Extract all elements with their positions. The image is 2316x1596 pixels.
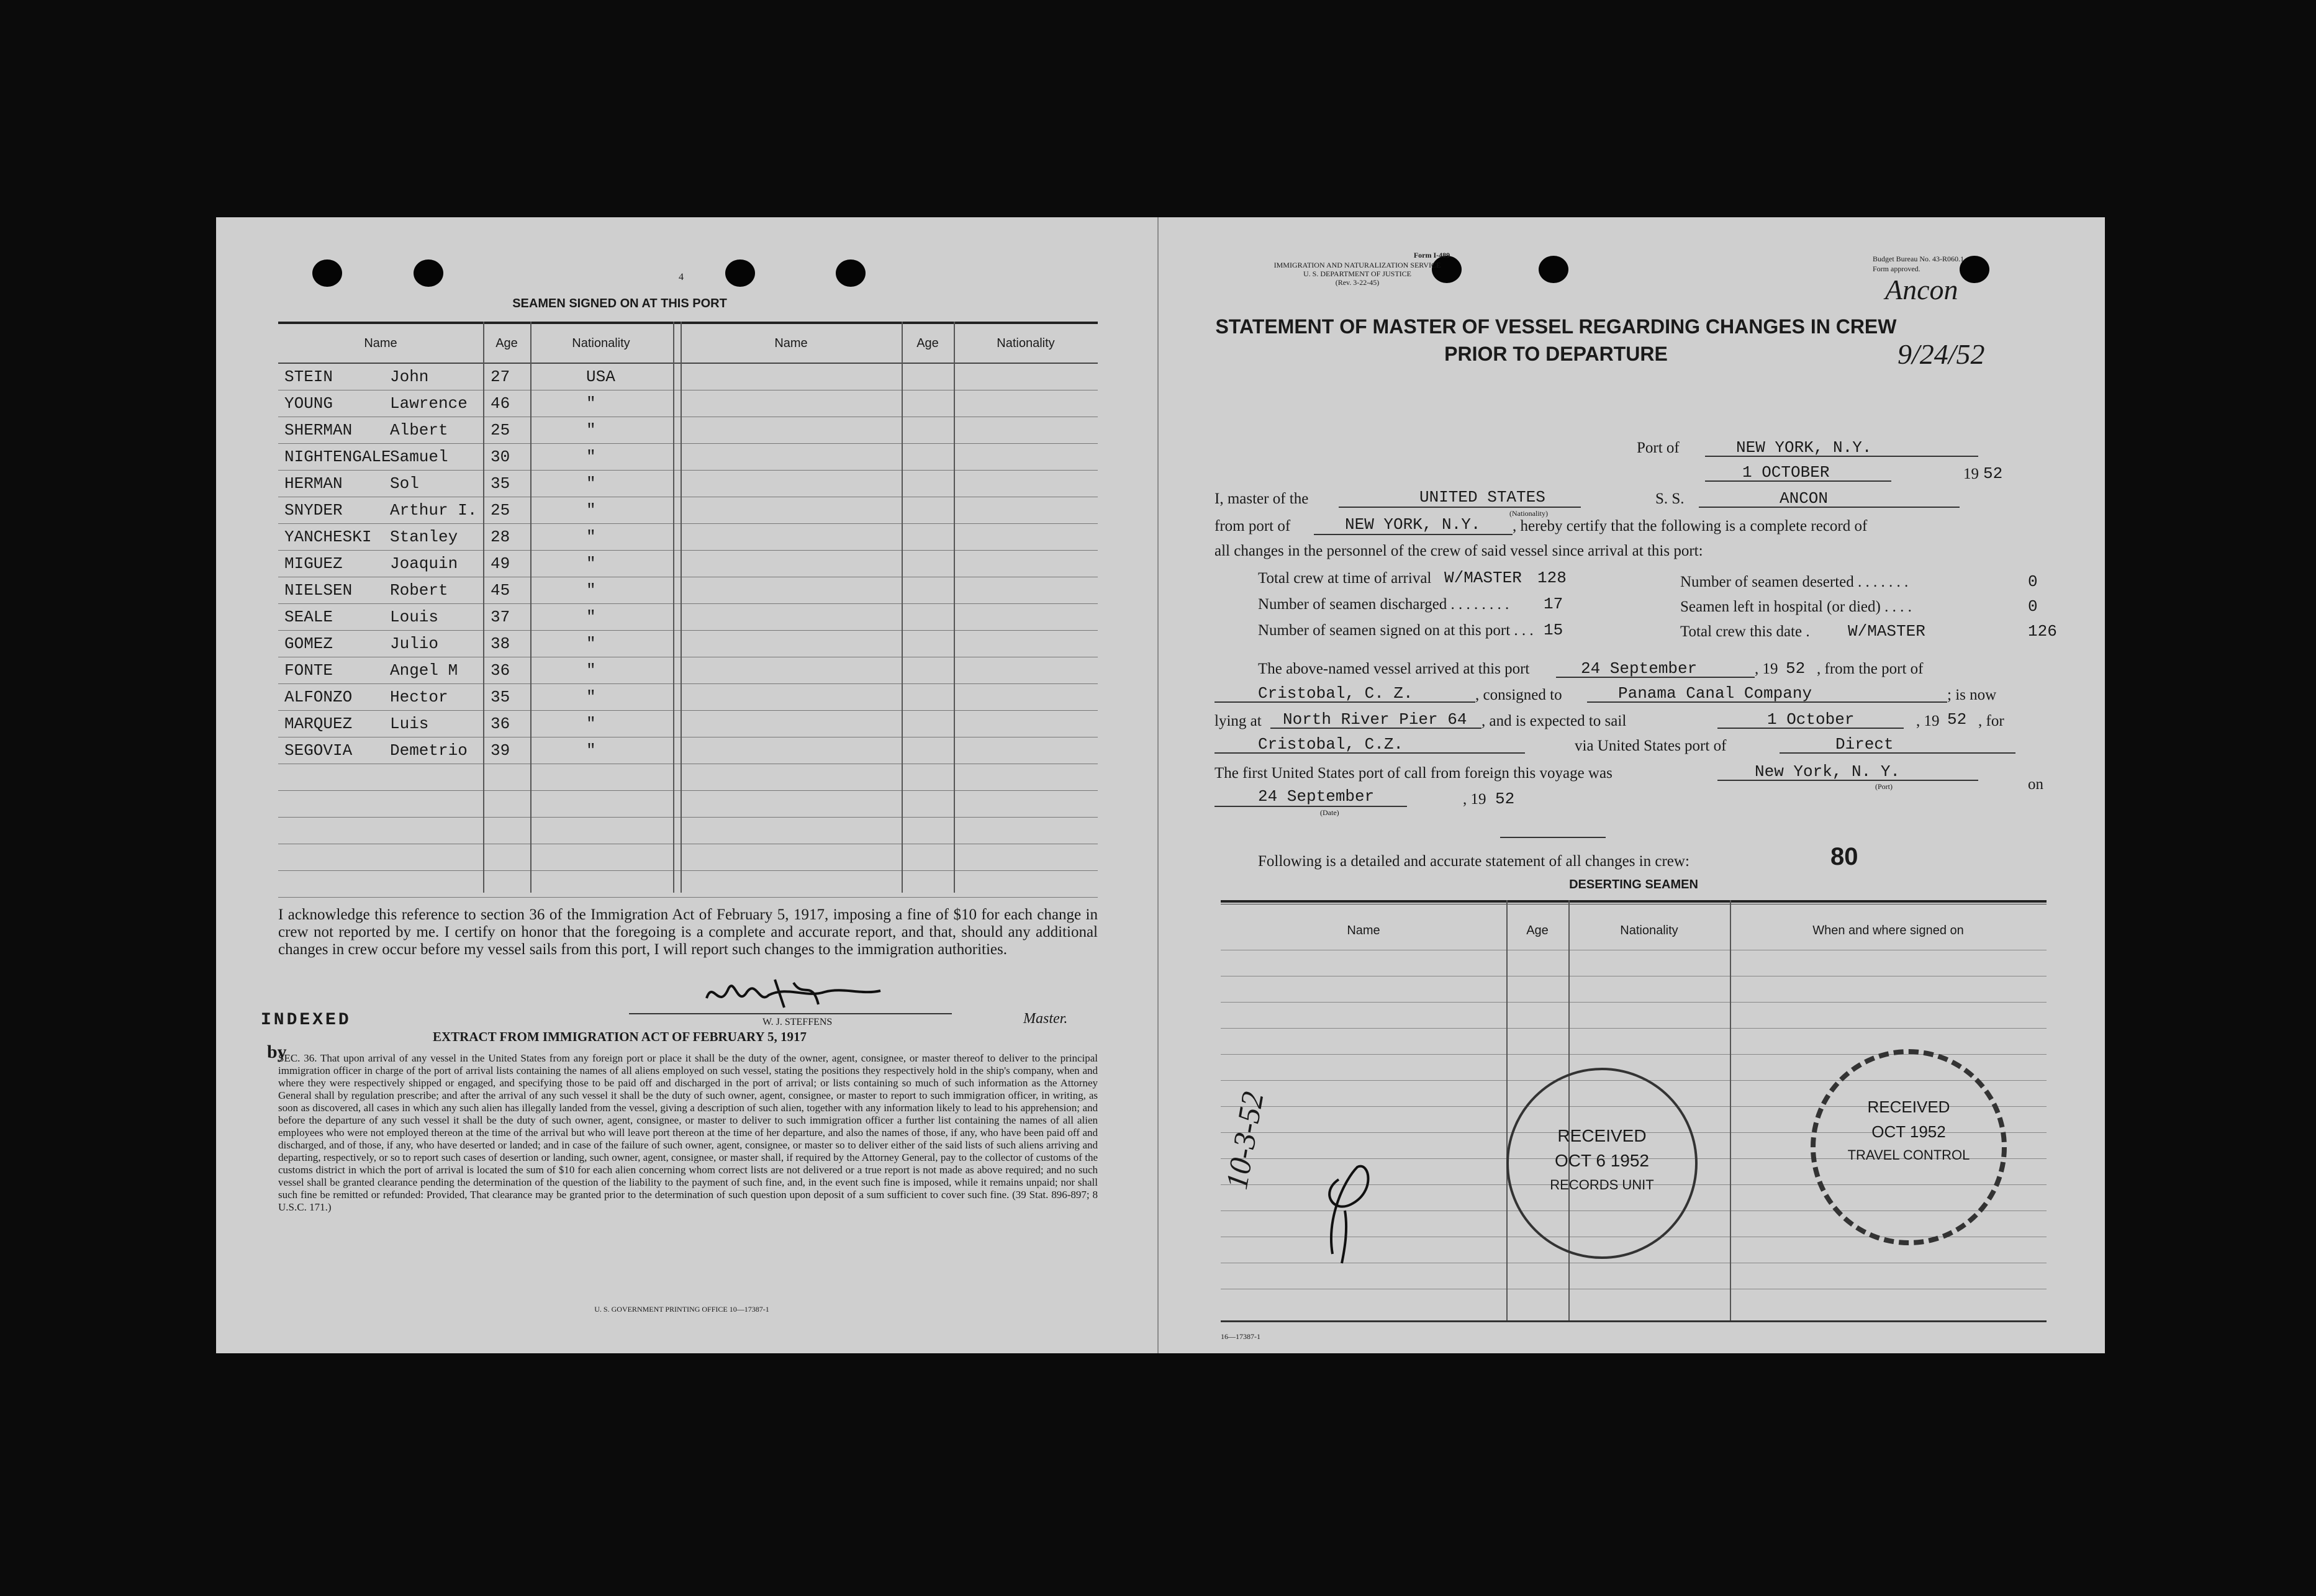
extract-title: EXTRACT FROM IMMIGRATION ACT OF FEBRUARY 5, 1917 [432,1029,807,1044]
total-crew-arrival-value: 128 [1537,569,1567,587]
seaman-surname: YOUNG [284,394,333,413]
port-of-value: NEW YORK, N.Y. [1736,438,1872,457]
for-label: , for [1978,713,2004,729]
column-header: Name [364,336,397,350]
seaman-nationality: " [586,634,596,653]
seaman-age: 46 [491,394,510,413]
seaman-given-name: Angel M [390,661,458,680]
punch-hole [836,259,866,287]
master-of-label: I, master of the [1215,490,1309,507]
seaman-given-name: Julio [390,634,439,653]
signature-role: Master. [1023,1011,1068,1027]
table-row [278,364,1098,390]
seaman-age: 36 [491,661,510,680]
seaman-age: 38 [491,634,510,653]
hospital-value: 0 [2028,597,2038,616]
port-caption: (Port) [1875,782,1893,791]
deserted-value: 0 [2028,572,2038,591]
via-port: Direct [1835,735,1894,754]
seaman-age: 25 [491,421,510,440]
column-header: Name [1347,924,1380,937]
signed-on-label: Number of seamen signed on at this port . . . [1258,622,1534,639]
column-header: Nationality [997,336,1055,350]
deserted-label: Number of seamen deserted . . . . . . . [1680,574,1909,590]
seaman-given-name: Hector [390,688,448,706]
table-row [278,577,1098,604]
total-crew-date-label: Total crew this date . [1680,623,1810,640]
seaman-surname: ALFONZO [284,688,353,706]
seaman-nationality: " [586,661,596,680]
seaman-age: 37 [491,608,510,626]
date-caption: (Date) [1320,808,1339,817]
ship-name: ANCON [1780,489,1829,508]
first-port-year: 52 [1495,790,1515,808]
table-row [278,844,1098,871]
seaman-age: 28 [491,528,510,546]
received-stamp-records [1506,1068,1698,1259]
stamp-received: RECEIVED [1557,1126,1647,1145]
total-crew-arrival-label: Total crew at time of arrival [1258,570,1432,587]
arrived-label: The above-named vessel arrived at this port [1258,660,1530,677]
page-number: 4 [679,272,684,282]
handwritten-vessel: Ancon [1885,274,1958,305]
seaman-nationality: " [586,448,596,466]
seaman-nationality: USA [586,367,615,386]
table-row [278,390,1098,417]
seaman-nationality: " [586,501,596,520]
table-row [278,791,1098,818]
column-header: Age [916,336,939,350]
stamp-received: RECEIVED [1867,1098,1950,1116]
punch-hole [312,259,342,287]
seaman-nationality: " [586,688,596,706]
form-title-line1: STATEMENT OF MASTER OF VESSEL REGARDING CHANGES IN CREW [1215,315,1897,338]
seaman-age: 49 [491,554,510,573]
stamp-unit: TRAVEL CONTROL [1847,1147,1970,1163]
discharged-label: Number of seamen discharged . . . . . . . . [1258,596,1509,613]
table-row [278,444,1098,471]
seaman-age: 27 [491,367,510,386]
table-row [278,818,1098,844]
seaman-given-name: Luis [390,715,429,733]
seaman-surname: HERMAN [284,474,343,493]
seaman-given-name: Louis [390,608,439,626]
seaman-surname: SEALE [284,608,333,626]
column-header: When and where signed on [1812,924,1964,937]
table-row [278,497,1098,524]
certify-text2: all changes in the personnel of the crew of said vessel since arrival at this port: [1215,543,1703,559]
following-label: Following is a detailed and accurate statement of all changes in crew: [1258,853,1690,870]
seaman-given-name: Arthur I. [390,501,477,520]
column-header: Age [495,336,518,350]
via-label: via United States port of [1575,737,1727,754]
seaman-given-name: Joaquin [390,554,458,573]
seaman-surname: MIGUEZ [284,554,343,573]
signature-name: W. J. STEFFENS [762,1017,833,1027]
changes-count: 80 [1830,843,1858,870]
lying-at: North River Pier 64 [1283,710,1467,729]
table-row [278,551,1098,577]
signed-on-value: 15 [1544,621,1563,639]
table-row [278,471,1098,497]
total-crew-date-note: W/MASTER [1848,622,1925,641]
first-port-date: 24 September [1258,787,1375,806]
revision: (Rev. 3-22-45) [1335,278,1380,287]
from-port2: Cristobal, C. Z. [1258,684,1413,703]
budget-line: Budget Bureau No. 43-R060.1. [1873,255,1966,263]
seaman-given-name: Samuel [390,448,448,466]
seaman-nationality: " [586,421,596,440]
seaman-given-name: Sol [390,474,419,493]
stamp-date: OCT 6 1952 [1554,1151,1650,1170]
consignee: Panama Canal Company [1618,684,1812,703]
seaman-given-name: Demetrio [390,741,468,760]
handwritten-note: 10-3-52 [1218,1089,1270,1192]
seaman-age: 36 [491,715,510,733]
seaman-age: 39 [491,741,510,760]
lying-at-label: lying at [1215,713,1262,729]
seaman-nationality: " [586,608,596,626]
total-crew-arrival-note: W/MASTER [1444,569,1522,587]
seaman-nationality: " [586,528,596,546]
date-value: 1 OCTOBER [1742,463,1830,482]
total-crew-date-value: 126 [2028,622,2057,641]
seaman-surname: STEIN [284,367,333,386]
handwritten-initials [1308,1155,1382,1266]
is-now-label: ; is now [1947,687,1997,703]
seaman-nationality: " [586,715,596,733]
sail-date: 1 October [1767,710,1855,729]
agency-line1: IMMIGRATION AND NATURALIZATION SERVICE [1273,261,1441,269]
seaman-nationality: " [586,394,596,413]
table-row [278,711,1098,737]
stamp-unit: RECORDS UNIT [1550,1177,1654,1192]
from-port-of-label: , from the port of [1817,660,1924,677]
form-title-line2: PRIOR TO DEPARTURE [1444,343,1668,365]
year-value: 52 [1983,464,2003,483]
expected-label: , and is expected to sail [1481,713,1627,729]
hospital-label: Seamen left in hospital (or died) . . . . [1680,598,1912,615]
handwritten-date: 9/24/52 [1898,338,1985,370]
consigned-label: , consigned to [1475,687,1562,703]
received-stamp-travel [1811,1049,2007,1245]
discharged-value: 17 [1544,595,1563,613]
form-approved: Form approved. [1873,264,1920,273]
table-row [278,684,1098,711]
seaman-age: 30 [491,448,510,466]
table-row [278,631,1098,657]
punch-hole [725,259,755,287]
table-header [278,322,1098,364]
on-label: on [2028,776,2043,793]
arrived-year: 52 [1786,659,1806,678]
table-row [278,737,1098,764]
sail-year: 52 [1947,710,1967,729]
table-row [278,871,1098,898]
column-header: Nationality [1620,924,1678,937]
first-port-label: The first United States port of call from foreign this voyage was [1215,765,1613,782]
destination: Cristobal, C.Z. [1258,735,1404,754]
seaman-surname: SNYDER [284,501,343,520]
seaman-given-name: Albert [390,421,448,440]
seamen-table [278,322,1098,898]
from-port-value: NEW YORK, N.Y. [1345,515,1481,534]
seaman-nationality: " [586,581,596,600]
seaman-given-name: Stanley [390,528,458,546]
table-row [278,417,1098,444]
seaman-surname: YANCHESKI [284,528,372,546]
column-header: Nationality [572,336,630,350]
ss-label: S. S. [1655,490,1685,507]
section-title: SEAMEN SIGNED ON AT THIS PORT [512,297,727,310]
agency-line2: U. S. DEPARTMENT OF JUSTICE [1303,269,1411,278]
right-page: Form I-489 IMMIGRATION AND NATURALIZATION SERVICE U. S. DEPARTMENT OF JUSTICE (Rev. 3-22-45) Budget Bureau No. 43-R060.1. Form approved. Ancon 9/24/52 STATEMENT OF MASTER OF VESSEL REGARDING CHANGES IN CREW PRIOR TO DEPARTURE Port of NEW YORK, N.Y. 1 OCTOBER 19 52 I, master of the UNITED STATES (Nationality) S. S. ANCON from port of NEW YORK, N.Y. , hereby certify that the following is a complete record of all changes in the personnel of the crew of said vessel since arrival at this port: Total crew at time of arrival W/MASTER 128 Number of seamen discharged . . . . . . . . 17 Number of seamen signed on at this port . . . 15 Number of seamen deserted . . . . . . . 0 Seamen left in hospital (or died) . . . . 0 Total crew this date . W/MASTER 126 The above-named vessel arrived at this port 24 September , 19 52 , from the port of Cristobal, C. Z. , consigned to Panama Canal Company ; is now lying at North River Pier 64 , and is expected to sail 1 October , 19 52 , for Cristobal, C.Z. via United States port of Direct The first United States port of call from foreign this voyage was New York, N. Y. (Port) on 24 September (Date) , 19 52 Following is a detailed and accurate statement of all changes in crew: 80 DESERTING SEAMEN Name Age Nationality When and where signed on RECEIVED OCT 6 1952 RECORDS UNIT RECEIVED OCT 1952 TRAVEL CONTROL 10-3-52 16—17387-1 [1159,217,2105,1353]
indexed-by: by [267,1042,287,1062]
column-header: Age [1526,924,1549,937]
deserting-title: DESERTING SEAMEN [1569,878,1698,891]
extract-text: SEC. 36. That upon arrival of any vessel in the United States from any foreign port or place it shall be the duty of the owner, agent, consignee, or master thereof to deliver to the principal immigration officer in charge of the port of arrival lists containing the names of all aliens employed on such vessel, stating the positions they respectively hold in the ship's company, when and where they were respectively shipped or engaged, and specifying those to be paid off and discharged in the port of arrival; or lists containing so much of such information as the Attorney General shall by regulation prescribe; and after the arrival of any such vessel it shall be the duty of such owner, agent, consignee, or master to report to such immigration officer, in writing, as soon as discovered, all cases in which any such alien has illegally landed from the vessel, giving a description of such alien, together with any information likely to lead to his apprehension; and before the departure of any such vessel it shall be the duty of such owner, agent, consignee, or master to deliver to such immigration officer a further list containing the names of all alien employees who were not employed thereon at the time of the arrival but who will leave port thereon at the time of her departure, and also the names of those, if any, who have been paid off and discharged, and of those, if any, who have deserted or landed; and in case of the failure of such owner, agent, consignee, or master so to deliver either of the said lists of such aliens arriving and departing, respectively, or so to report such cases of desertion or landing, such owner, agent, consignee, or master shall, if required by the Attorney General, pay to the collector of customs of the customs district in which the port of arrival is located the sum of $10 for each alien concerning whom correct lists are not delivered or a true report is not made as above required; and no such vessel shall be granted clearance pending the determination of the question of the liability to the payment of such fine, and, in the event such fine is imposed, while it remains unpaid; nor shall such fine be remitted or refunded: Provided, That clearance may be granted prior to the determination of such question upon deposit of a sum sufficient to cover such fine. (39 Stat. 896-897; 8 U.S.C. 171.) [278,1052,1098,1213]
arrived-date: 24 September [1581,659,1698,678]
seaman-nationality: " [586,554,596,573]
indexed-stamp: INDEXED [261,1011,351,1030]
table-row [278,524,1098,551]
punch-hole [414,259,443,287]
signature-line [629,1013,952,1014]
column-header: Name [774,336,808,350]
from-port-label: from port of [1215,518,1291,534]
seaman-surname: SHERMAN [284,421,353,440]
seaman-given-name: Lawrence [390,394,468,413]
seaman-age: 35 [491,474,510,493]
port-of-label: Port of [1637,440,1680,456]
seaman-surname: NIGHTENGALE [284,448,391,466]
table-row [278,657,1098,684]
nationality-value: UNITED STATES [1419,488,1545,507]
form-number: Form I-489 [1413,251,1450,259]
stamp-date: OCT 1952 [1871,1122,1946,1141]
table-body [278,364,1098,898]
seaman-surname: GOMEZ [284,634,333,653]
year-prefix: 19 [1963,466,1979,482]
seaman-surname: FONTE [284,661,333,680]
seaman-surname: SEGOVIA [284,741,353,760]
signature [700,973,887,1017]
first-port: New York, N. Y. [1755,762,1901,781]
table-row [278,604,1098,631]
seaman-age: 35 [491,688,510,706]
seaman-nationality: " [586,474,596,493]
footer-code: 16—17387-1 [1221,1332,1260,1341]
seaman-given-name: Robert [390,581,448,600]
seaman-given-name: John [390,367,429,386]
left-page [216,217,1160,1353]
acknowledgement-text: I acknowledge this reference to section 36 of the Immigration Act of February 5, 1917, imposing a fine of $10 for each change in crew not reported by me. I certify on honor that the foregoing is a complete and accurate report, and that, should any additional changes in crew occur before my vessel sails from this port, I will report such changes to the immigration authorities. [278,906,1098,958]
seaman-age: 25 [491,501,510,520]
printer-line: U. S. GOVERNMENT PRINTING OFFICE 10—17387-1 [594,1305,769,1314]
nationality-caption: (Nationality) [1509,509,1548,518]
table-row [278,764,1098,791]
seaman-age: 45 [491,581,510,600]
seaman-nationality: " [586,741,596,760]
seaman-surname: MARQUEZ [284,715,353,733]
seaman-surname: NIELSEN [284,581,353,600]
certify-text: , hereby certify that the following is a complete record of [1513,518,1868,534]
